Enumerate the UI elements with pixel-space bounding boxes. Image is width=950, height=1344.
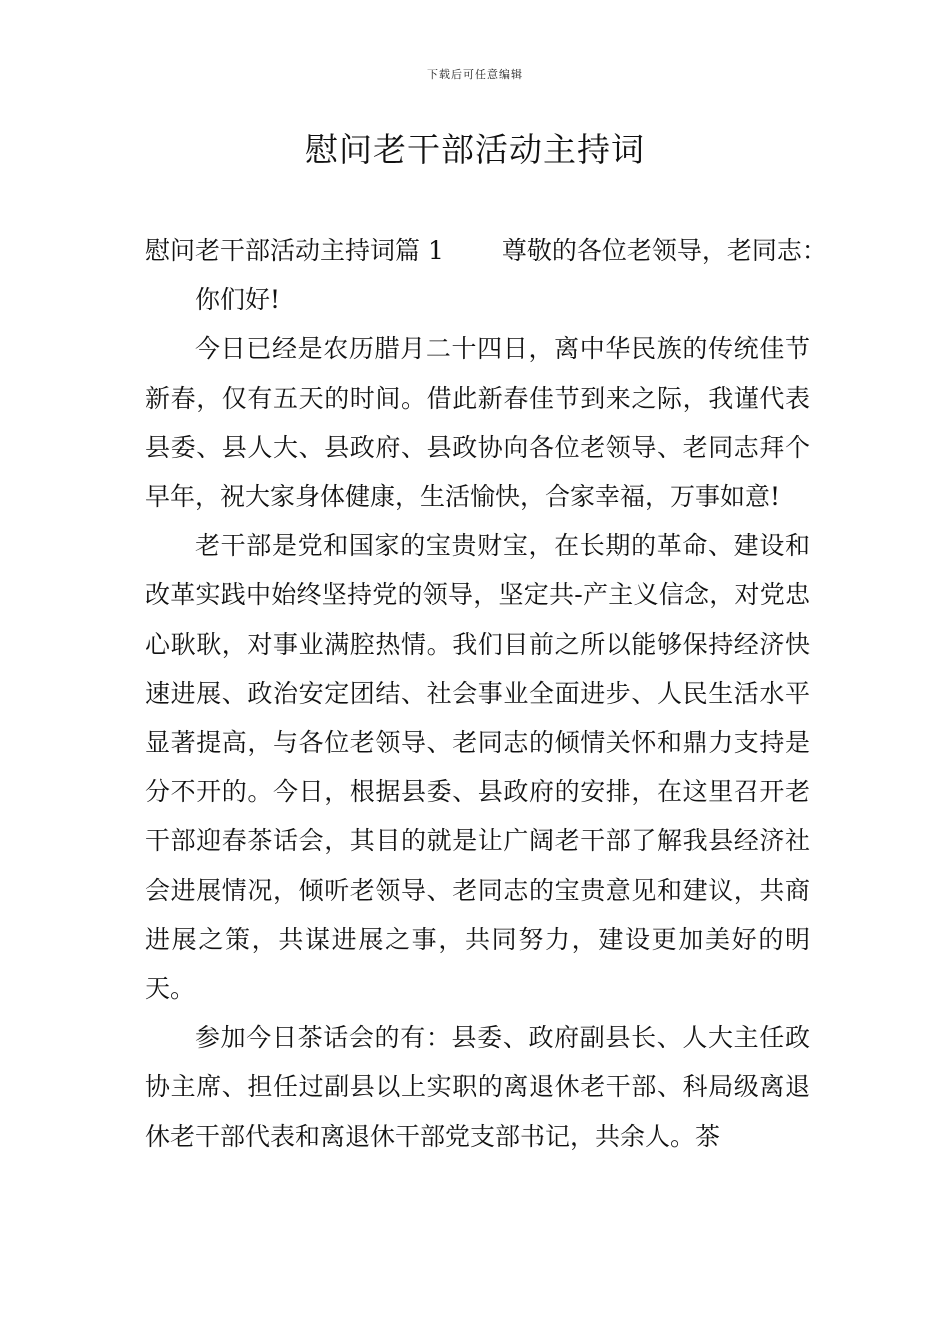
salutation: 尊敬的各位老领导，老同志： bbox=[501, 236, 827, 265]
paragraph-greeting: 你们好! bbox=[195, 285, 281, 315]
document-title: 慰问老干部活动主持词 bbox=[305, 130, 645, 169]
page-header-note: 下载后可任意编辑 bbox=[427, 68, 523, 81]
intro-line bbox=[145, 226, 827, 275]
paragraph-attendees: 参加今日茶话会的有：县委、政府副县长、人大主任政协主席、担任过副县以上实职的离退休老干部、科局级离退休老干部代表和离退休干部党支部书记，共余人。茶 bbox=[145, 1023, 810, 1151]
paragraph-veteran-cadres: 老干部是党和国家的宝贵财宝，在长期的革命、建设和改革实践中始终坚持党的领导，坚定共-产主义信念，对党忠心耿耿，对事业满腔热情。我们目前之所以能够保持经济快速进展、政治安定团结、社会事业全面进步、人民生活水平显著提高，与各位老领导、老同志的倾情关怀和鼎力支持是分不开的。今日，根据县委、县政府的安排，在这里召开老干部迎春茶话会，其目的就是让广阔老干部了解我县经济社会进展情况，倾听老领导、老同志的宝贵意见和建议，共商进展之策，共谋进展之事，共同努力，建设更加美好的明天。 bbox=[145, 531, 810, 1004]
paragraph-new-year: 今日已经是农历腊月二十四日，离中华民族的传统佳节新春，仅有五天的时间。借此新春佳节到来之际，我谨代表县委、县人大、县政府、县政协向各位老领导、老同志拜个早年，祝大家身体健康，生活愉快，合家幸福，万事如意! bbox=[145, 334, 810, 512]
document-body bbox=[145, 226, 827, 1161]
intro-heading: 慰问老干部活动主持词篇 1 bbox=[145, 236, 444, 265]
